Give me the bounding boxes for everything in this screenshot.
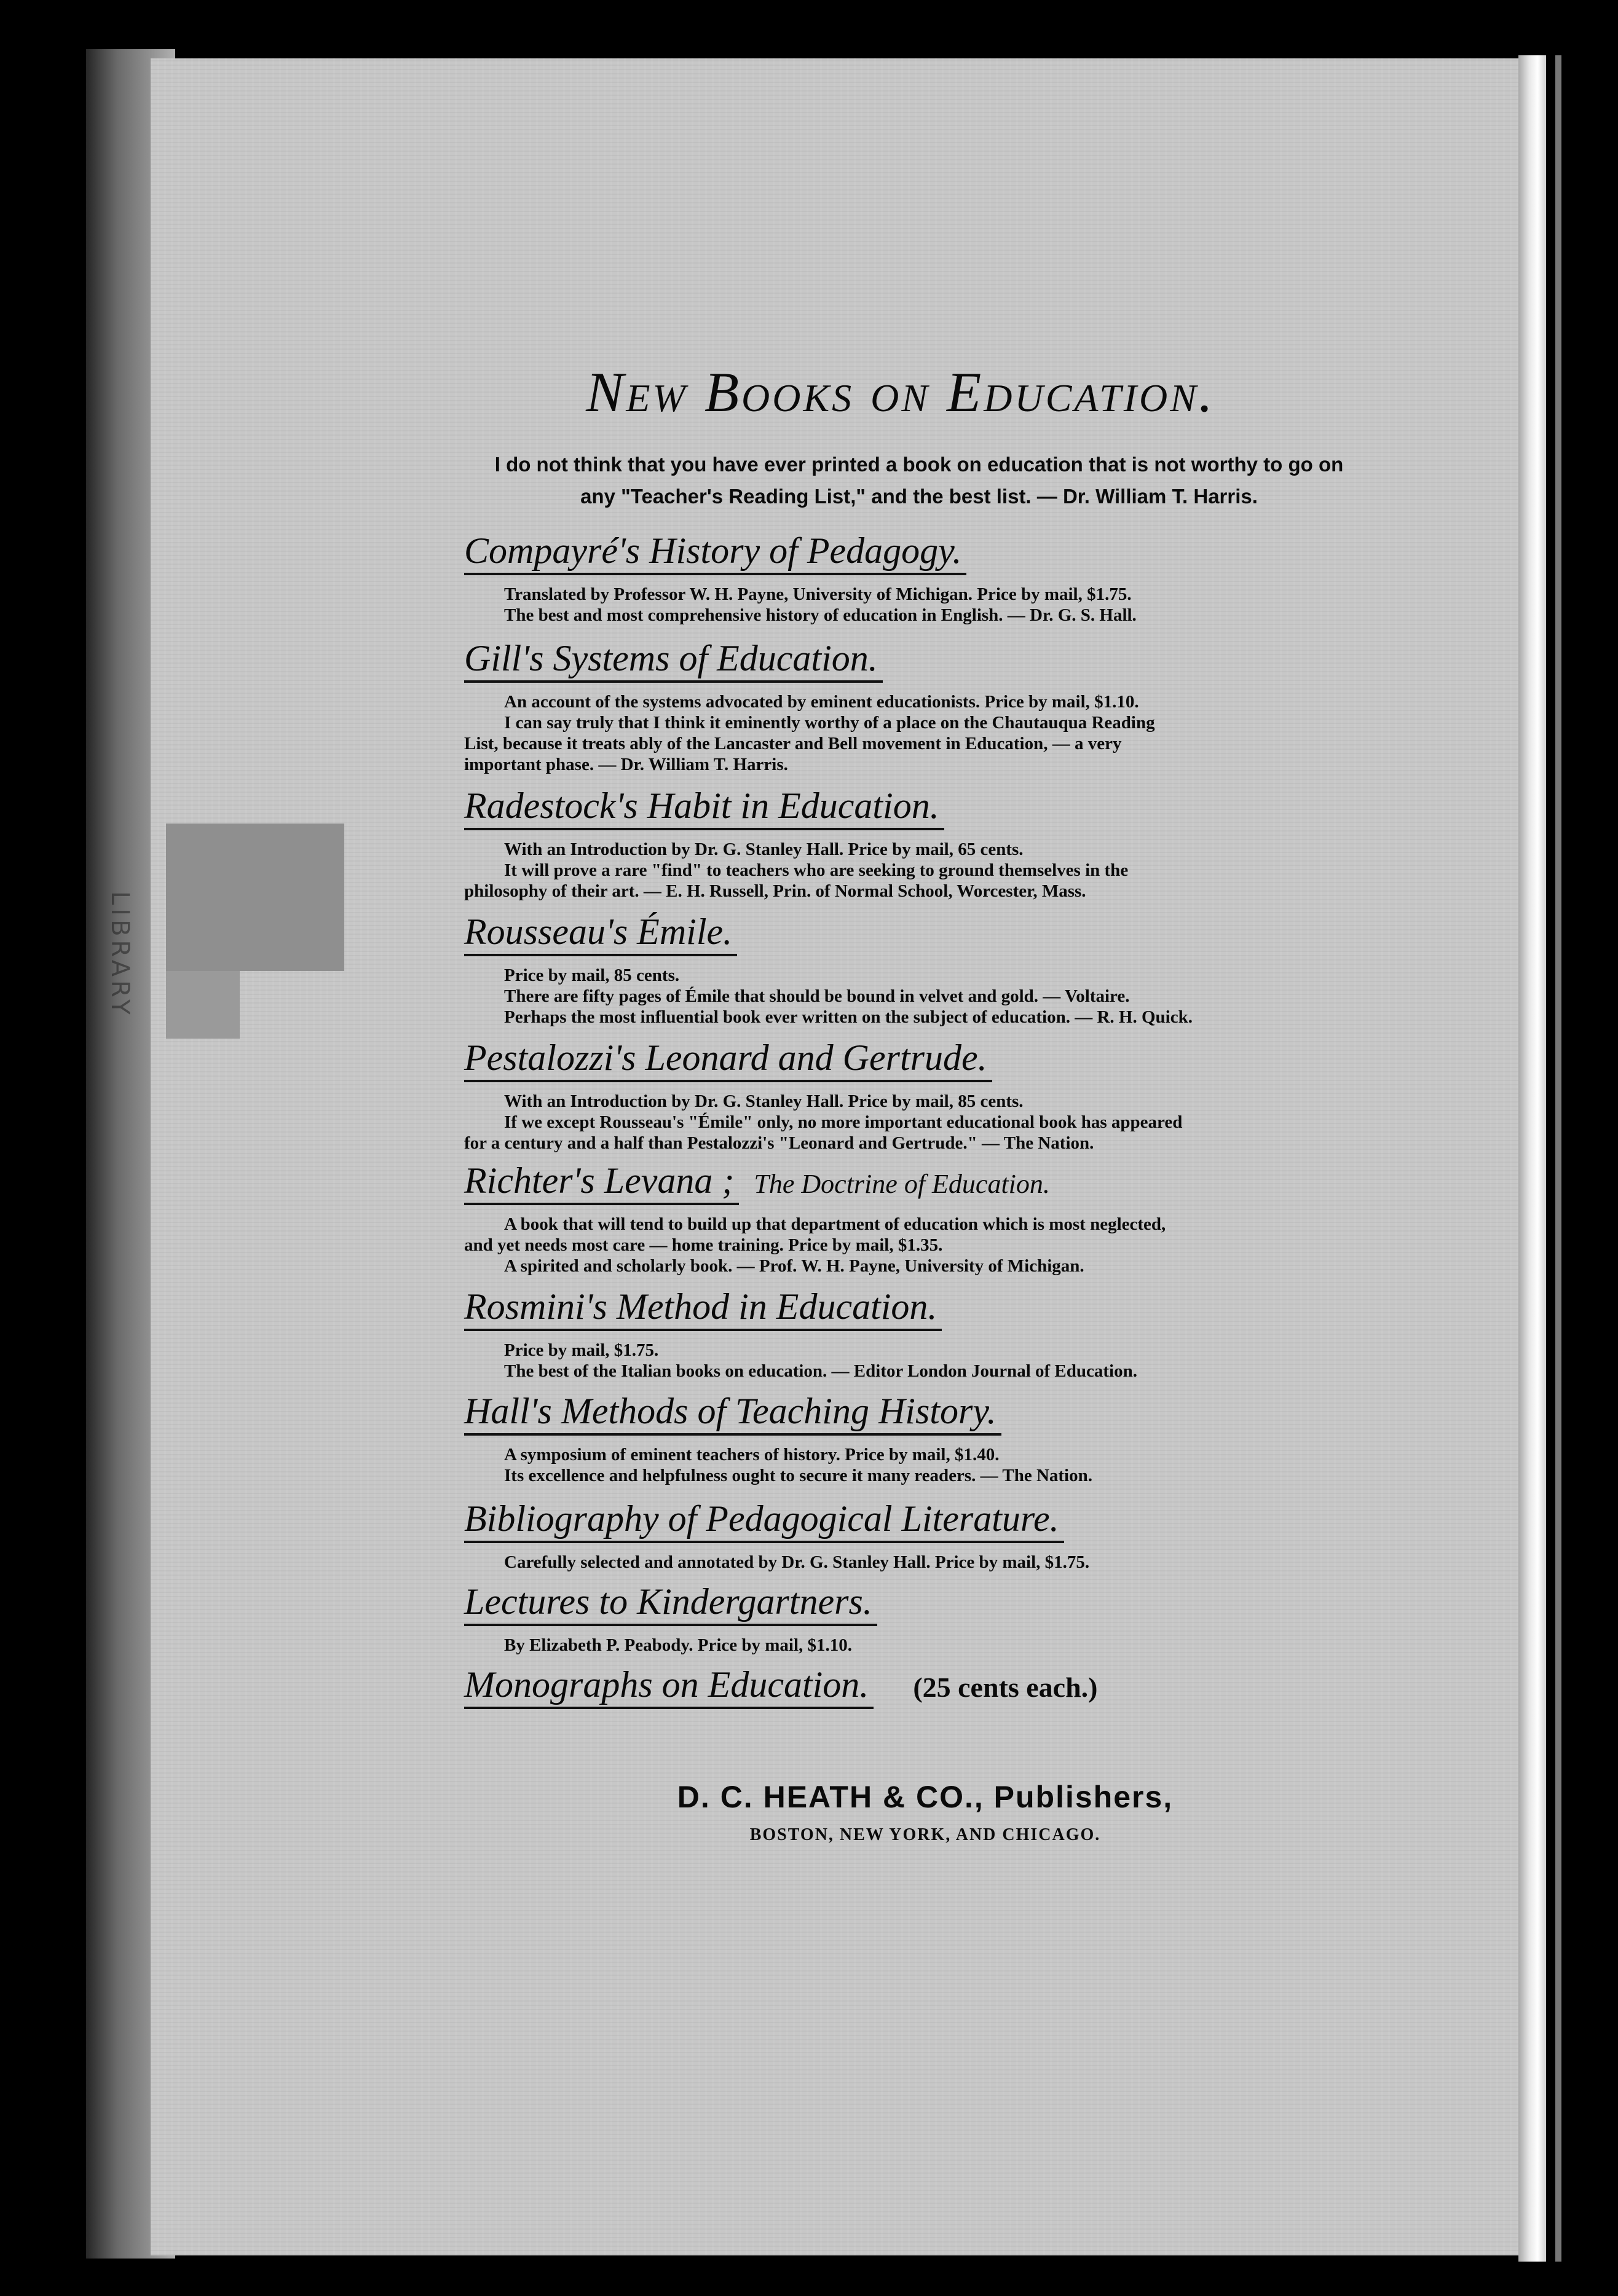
endorsement-quote bbox=[464, 449, 1374, 513]
book-entry bbox=[464, 1158, 1386, 1276]
book-line: philosophy of their art. — E. H. Russell, Prin. of Normal School, Worcester, Mass. bbox=[464, 881, 1086, 901]
book-line: A symposium of eminent teachers of history. Price by mail, $1.40. bbox=[504, 1445, 1000, 1464]
book-entry bbox=[464, 1284, 1386, 1382]
page-edge bbox=[1518, 55, 1546, 2262]
book-line: important phase. — Dr. William T. Harris. bbox=[464, 755, 788, 774]
book-entry bbox=[464, 1036, 1386, 1154]
quote-line-2: any "Teacher's Reading List," and the best list. — Dr. William T. Harris. bbox=[580, 485, 1258, 508]
book-line: With an Introduction by Dr. G. Stanley Hall. Price by mail, 85 cents. bbox=[504, 1091, 1024, 1111]
publisher-cities: BOSTON, NEW YORK, AND CHICAGO. bbox=[749, 1825, 1101, 1844]
book-price-note: (25 cents each.) bbox=[913, 1672, 1098, 1703]
book-line: List, because it treats ably of the Lancaster and Bell movement in Education, — a very bbox=[464, 734, 1122, 753]
book-line: and yet needs most care — home training. Price by mail, $1.35. bbox=[464, 1235, 943, 1255]
book-entry bbox=[464, 1662, 1386, 1709]
book-entry bbox=[464, 1496, 1386, 1573]
spine-label: LIBRARY bbox=[106, 891, 134, 1018]
book-line: Translated by Professor W. H. Payne, University of Michigan. Price by mail, $1.75. bbox=[504, 584, 1132, 604]
book-title: Pestalozzi's Leonard and Gertrude. bbox=[464, 1036, 992, 1082]
quote-line-1: I do not think that you have ever printed a book on education that is not worthy to go on bbox=[494, 453, 1344, 476]
book-title: Rosmini's Method in Education. bbox=[464, 1284, 942, 1331]
book-line: Its excellence and helpfulness ought to secure it many readers. — The Nation. bbox=[504, 1466, 1092, 1485]
book-entry bbox=[464, 636, 1386, 775]
book-line: By Elizabeth P. Peabody. Price by mail, $1.10. bbox=[504, 1635, 853, 1655]
book-entry bbox=[464, 784, 1386, 902]
book-title: Monographs on Education. bbox=[464, 1662, 874, 1709]
publisher-name: D. C. HEATH & CO., Publishers, bbox=[677, 1780, 1174, 1814]
page-edge-line bbox=[1555, 55, 1561, 2262]
book-line: A spirited and scholarly book. — Prof. W. H. Payne, University of Michigan. bbox=[504, 1256, 1084, 1276]
book-title: Lectures to Kindergartners. bbox=[464, 1579, 877, 1626]
page-tab-shadow bbox=[166, 824, 344, 971]
page-title: New Books on Education. bbox=[586, 361, 1215, 423]
book-title: Radestock's Habit in Education. bbox=[464, 784, 944, 830]
book-entry bbox=[464, 910, 1386, 1028]
book-entry bbox=[464, 1389, 1386, 1486]
book-line: Perhaps the most influential book ever written on the subject of education. — R. H. Quick. bbox=[504, 1007, 1193, 1027]
book-title: Hall's Methods of Teaching History. bbox=[464, 1389, 1001, 1436]
book-line: The best and most comprehensive history of education in English. — Dr. G. S. Hall. bbox=[504, 605, 1137, 625]
book-line: An account of the systems advocated by eminent educationists. Price by mail, $1.10. bbox=[504, 692, 1139, 712]
book-line: Carefully selected and annotated by Dr. G. Stanley Hall. Price by mail, $1.75. bbox=[504, 1552, 1090, 1572]
book-line: The best of the Italian books on education. — Editor London Journal of Education. bbox=[504, 1361, 1137, 1381]
book-title: Gill's Systems of Education. bbox=[464, 636, 883, 683]
book-entry bbox=[464, 529, 1386, 626]
book-line: Price by mail, 85 cents. bbox=[504, 965, 680, 985]
book-line: for a century and a half than Pestalozzi's "Leonard and Gertrude." — The Nation. bbox=[464, 1133, 1094, 1153]
book-subtitle: The Doctrine of Education. bbox=[754, 1169, 1050, 1199]
book-line: With an Introduction by Dr. G. Stanley Hall. Price by mail, 65 cents. bbox=[504, 839, 1024, 859]
page-tab-shadow-lower bbox=[166, 971, 240, 1039]
book-line: If we except Rousseau's "Émile" only, no more important educational book has appeared bbox=[504, 1112, 1183, 1132]
book-entry bbox=[464, 1579, 1386, 1656]
book-title: Bibliography of Pedagogical Literature. bbox=[464, 1496, 1064, 1543]
book-title: Compayré's History of Pedagogy. bbox=[464, 529, 966, 575]
book-line: I can say truly that I think it eminently worthy of a place on the Chautauqua Reading bbox=[504, 713, 1155, 733]
book-line: A book that will tend to build up that department of education which is most neglected, bbox=[504, 1214, 1166, 1234]
book-line: Price by mail, $1.75. bbox=[504, 1340, 659, 1360]
book-title: Richter's Levana ; bbox=[464, 1158, 739, 1205]
book-line: There are fifty pages of Émile that should be bound in velvet and gold. — Voltaire. bbox=[504, 986, 1130, 1006]
book-title: Rousseau's Émile. bbox=[464, 910, 737, 956]
book-line: It will prove a rare "find" to teachers who are seeking to ground themselves in the bbox=[504, 860, 1129, 880]
